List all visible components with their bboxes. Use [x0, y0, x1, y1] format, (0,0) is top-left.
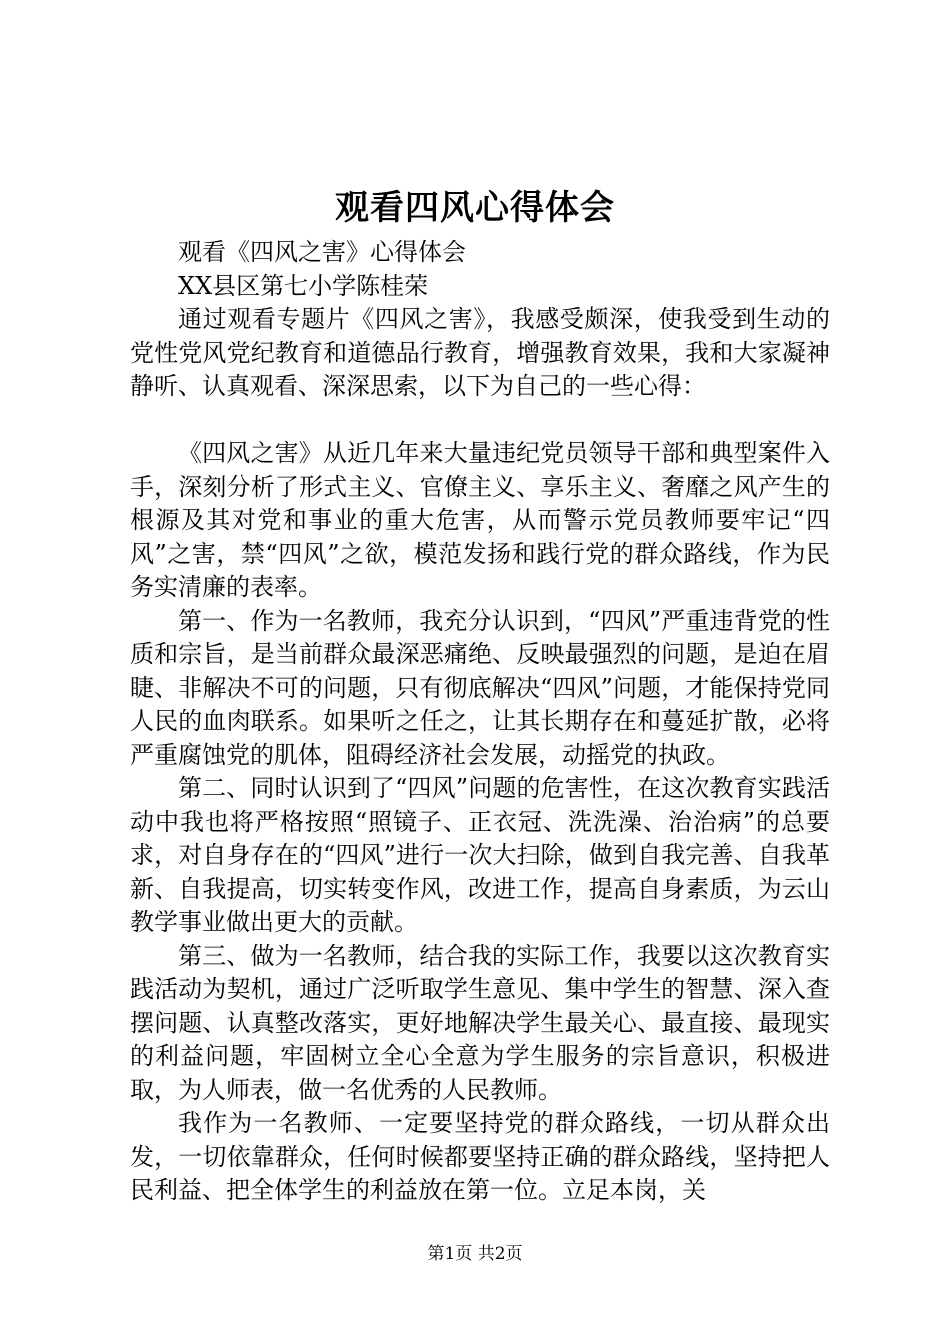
body-paragraph-1: 《四风之害》从近几年来大量违纪党员领导干部和典型案件入手，深刻分析了形式主义、官僚主义、享乐主义、奢靡之风产生的根源及其对党和事业的重大危害，从而警示党员教师要牢记“四风”之害，禁“四风”之欲，模范发扬和践行党的群众路线，作为民务实清廉的表率。 — [130, 439, 830, 601]
page-number-footer: 第1页 共2页 — [427, 1244, 523, 1264]
body-paragraph-5: 我作为一名教师、一定要坚持党的群众路线，一切从群众出发，一切依靠群众，任何时候都要坚持正确的群众路线，坚持把人民利益、把全体学生的利益放在第一位。立足本岗，关 — [130, 1109, 830, 1204]
document-title: 观看四风心得体会 — [335, 188, 615, 228]
subtitle-paragraph: 观看《四风之害》心得体会 — [178, 238, 466, 266]
author-paragraph: XX县区第七小学陈桂荣 — [178, 271, 429, 300]
intro-paragraph: 通过观看专题片《四风之害》，我感受颇深，使我受到生动的党性党风党纪教育和道德品行教育，增强教育效果，我和大家凝神静听、认真观看、深深思索，以下为自己的一些心得： — [130, 305, 830, 400]
body-paragraph-4: 第三、做为一名教师，结合我的实际工作，我要以这次教育实践活动为契机，通过广泛听取学生意见、集中学生的智慧、深入查摆问题、认真整改落实，更好地解决学生最关心、最直接、最现实的利益问题，牢固树立全心全意为学生服务的宗旨意识，积极进取，为人师表，做一名优秀的人民教师。 — [130, 941, 830, 1104]
document-body — [130, 236, 830, 1208]
body-paragraph-2: 第一、作为一名教师，我充分认识到，“四风”严重违背党的性质和宗旨，是当前群众最深恶痛绝、反映最强烈的问题，是迫在眉睫、非解决不可的问题，只有彻底解决“四风”问题，才能保持党同人民的血肉联系。如果听之任之，让其长期存在和蔓延扩散，必将严重腐蚀党的肌体，阻碍经济社会发展，动摇党的执政。 — [130, 606, 830, 769]
body-paragraph-3: 第二、同时认识到了“四风”问题的危害性，在这次教育实践活动中我也将严格按照“照镜子、正衣冠、洗洗澡、治治病”的总要求，对自身存在的“四风”进行一次大扫除，做到自我完善、自我革新、自我提高，切实转变作风，改进工作，提高自身素质，为云山教学事业做出更大的贡献。 — [130, 774, 830, 936]
